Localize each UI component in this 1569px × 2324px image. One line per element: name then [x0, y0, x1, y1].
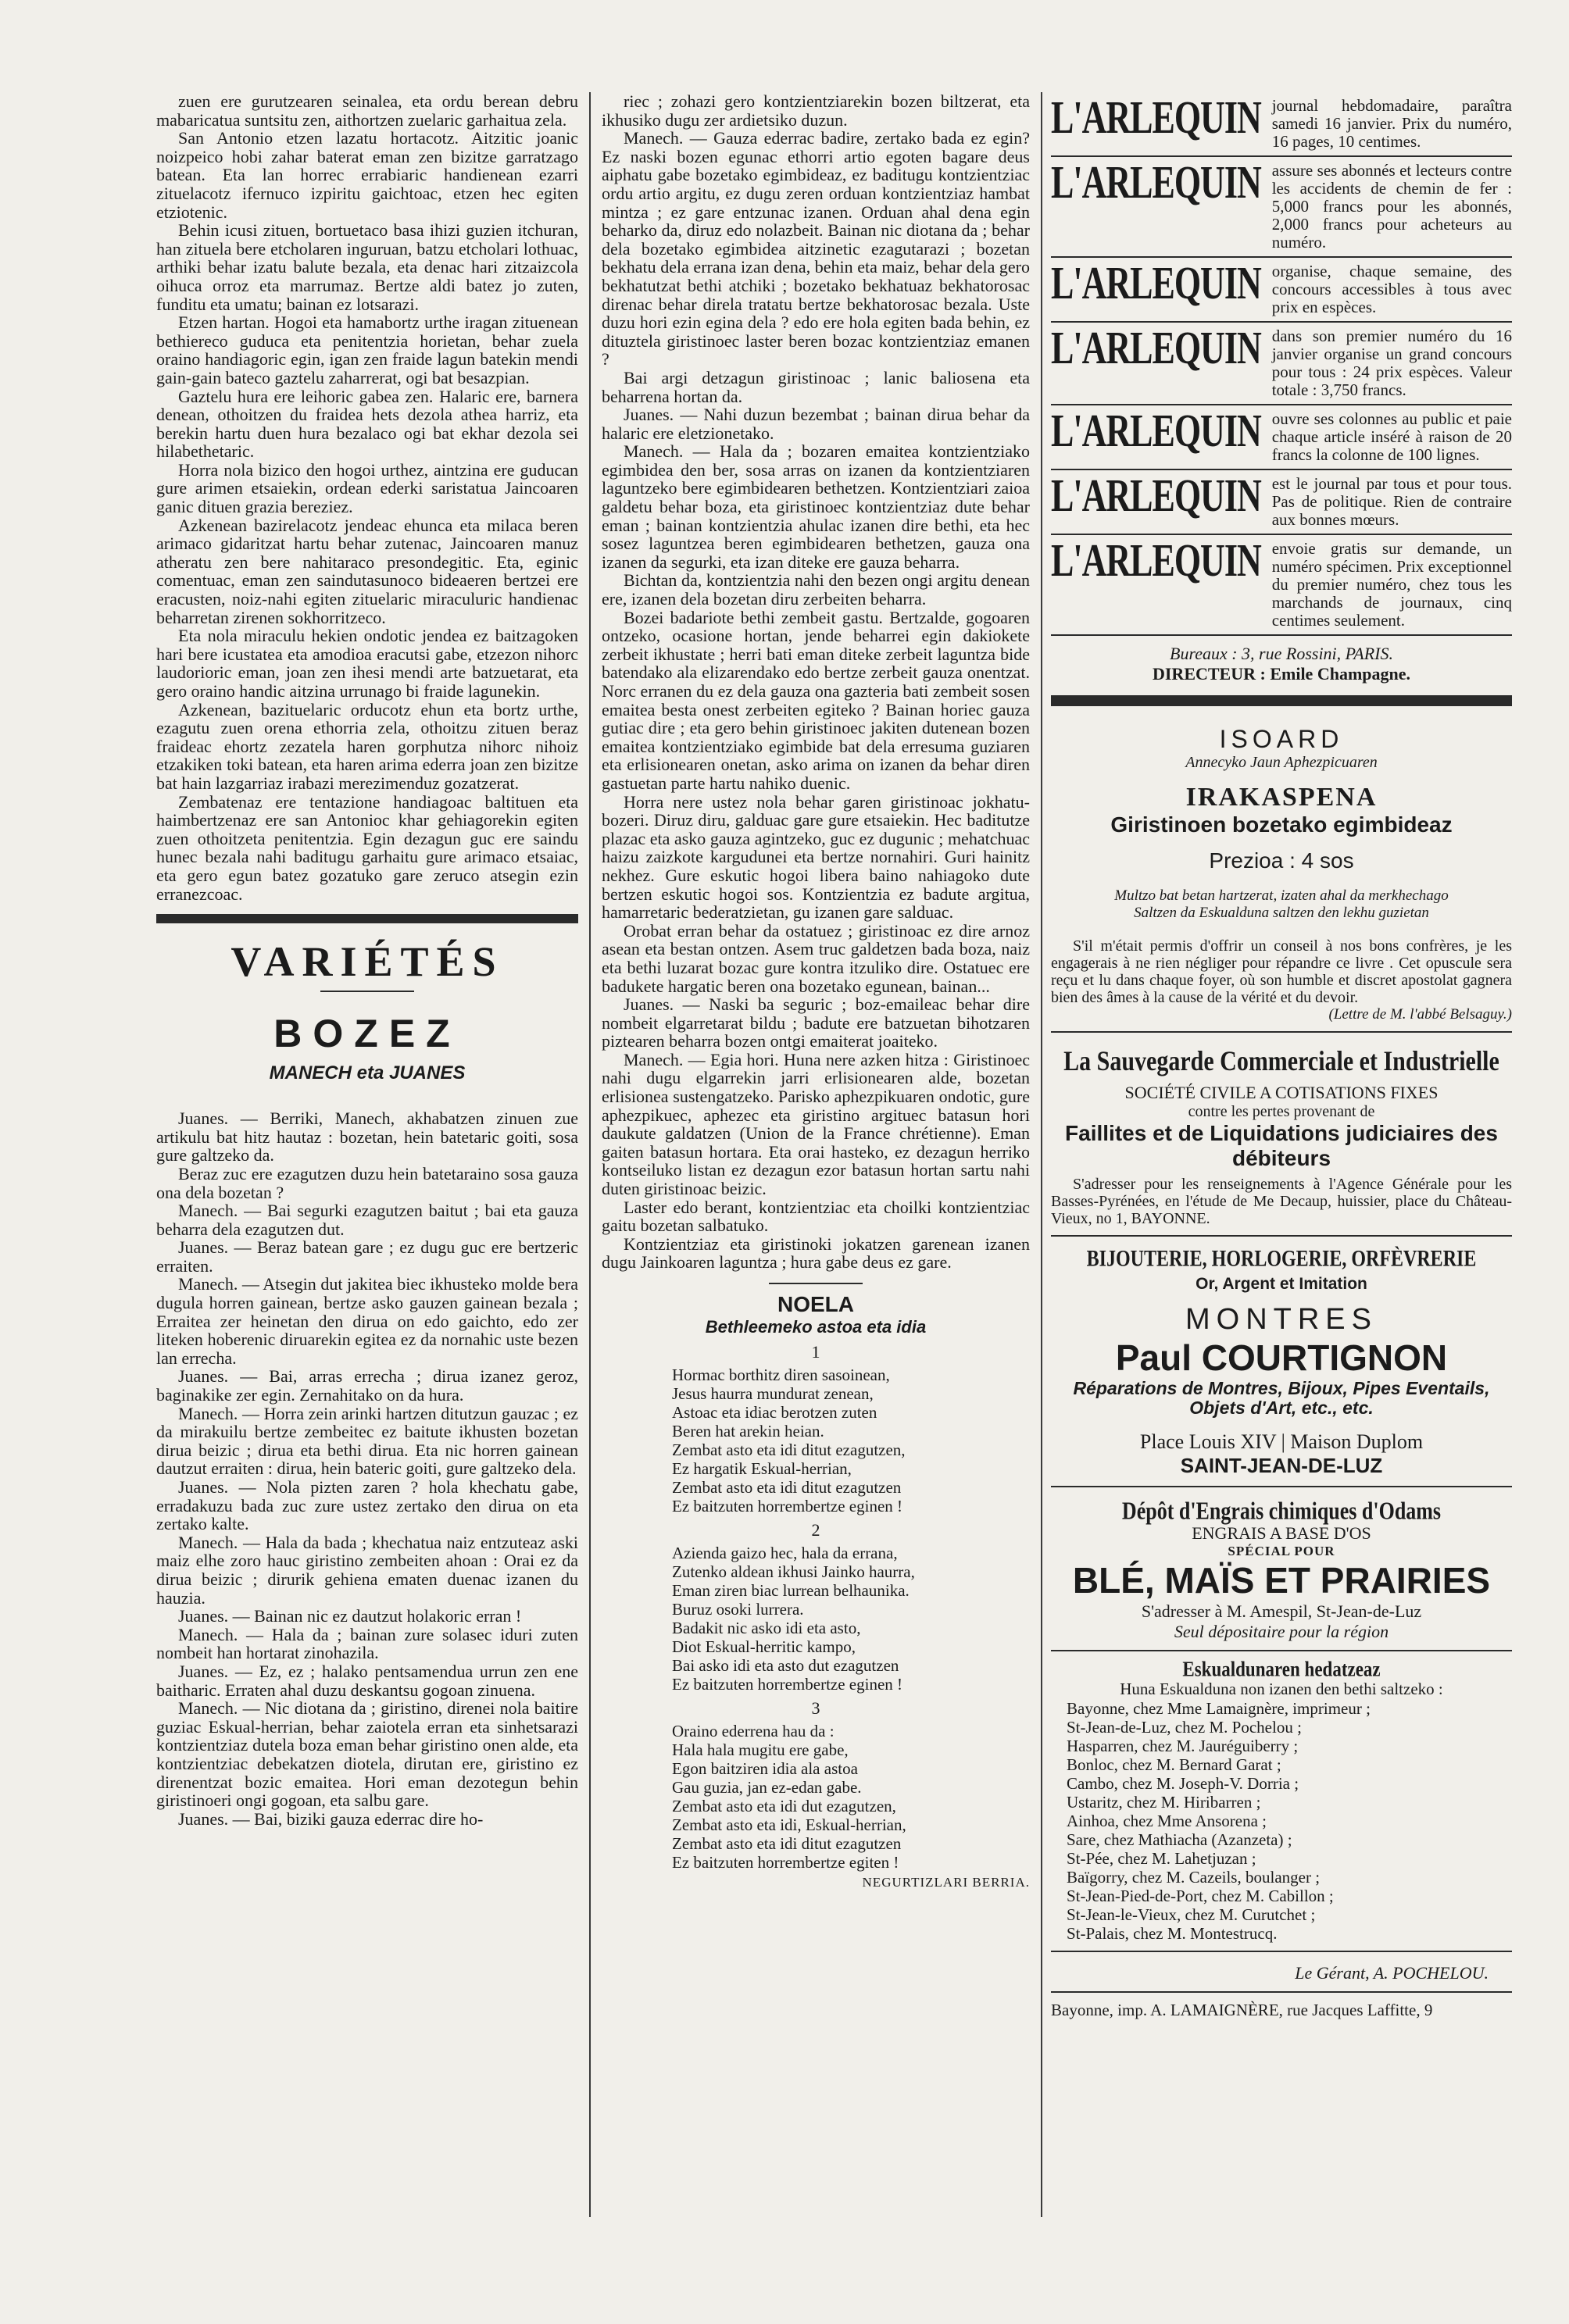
engrais-sub: ENGRAIS A BASE D'OS [1192, 1523, 1371, 1543]
vendor-item: Bayonne, chez Mme Lamaignère, imprimeur ; [1067, 1699, 1371, 1718]
gerant: Le Gérant, A. POCHELOU. [1051, 1952, 1512, 1993]
arlequin-logo: L'ARLEQUIN [1051, 534, 1261, 587]
section-divider [769, 1283, 863, 1284]
vendor-item: Hasparren, chez M. Jauréguiberry ; [1067, 1737, 1299, 1755]
imprimeur: Bayonne, imp. A. LAMAIGNÈRE, rue Jacques Laffitte, 9 [1051, 2001, 1433, 2019]
sauvegarde-sub: SOCIÉTÉ CIVILE A COTISATIONS FIXES [1124, 1083, 1439, 1102]
engrais-special: SPÉCIAL POUR [1228, 1544, 1335, 1558]
poem-line: Ez baitzuten horrembertze egiten ! [672, 1853, 899, 1872]
dialogue-paragraph: Juanes. — Berriki, Manech, akhabatzen zinuen zue artikulu bat hitz hautaz : bozetan, hein batetaric goiti, sosa gure galtzeko da. [156, 1108, 578, 1166]
arlequin-ad [1051, 470, 1512, 535]
engrais-addr: S'adresser à M. Amespil, St-Jean-de-Luz [1141, 1601, 1422, 1621]
dialogue-paragraph: Manech. — Nic diotana da ; giristino, direnei nola baitire guziac Eskual-herrian, behar zaiotela erran eta sinhetsarazi kontzientziaz dutela boza eman behar giristino onen alde, eta kontzientziac debekatzen diotela, dirutan ere, giristino ez direnentzat bozic emaitea. Hori eman dezotegun behin giristinoeri ongi gogoan, eta salbu gare. [156, 1698, 578, 1811]
vendor-item: St-Jean-de-Luz, chez M. Pochelou ; [1067, 1718, 1302, 1737]
poem-line: Badakit nic asko idi eta asto, [672, 1619, 861, 1637]
isoard-sub: Annecyko Jaun Aphezpicuaren [1185, 754, 1378, 771]
article-paragraph: Azkenean bazirelacotz jendeac ehunca eta milaca beren arimaco gidaritzat hartu behar zutenac, Jaincoaren manuz atheratu zen bere nahitaraco presondegitic. Eta, eginic comentuac, eman zen saindutasunoco bideaeren bertzei ere eracusten, noiz-nahi egiten zituelaric miraculuric handienac beharretan zirenen sokhorritzeco. [156, 515, 578, 627]
poem-line: Ez baitzuten horrembertze eginen ! [672, 1675, 903, 1694]
arlequin-ad-text: journal hebdomadaire, paraîtra samedi 16 janvier. Prix du numéro, 16 pages, 10 centimes. [1271, 96, 1512, 151]
isoard-price: Prezioa : 4 sos [1209, 848, 1354, 873]
vendor-item: St-Pée, chez M. Lahetjuzan ; [1067, 1849, 1256, 1868]
hedatzeaz-title: Eskualdunaren hedatzeaz [1182, 1657, 1381, 1681]
dialogue-paragraph: Juanes. — Beraz batean gare ; ez dugu guc ere bertzeric erraiten. [156, 1237, 578, 1276]
courtignon-addr: Place Louis XIV | Maison Duplom [1139, 1430, 1424, 1453]
arlequin-ad-text: assure ses abonnés et lecteurs contre les accidents de chemin de fer : 5,000 francs pour les abonnés, 2,000 francs pour acheteurs au numéro. [1271, 161, 1512, 252]
poem-line: Ez baitzuten horrembertze eginen ! [672, 1497, 903, 1515]
poem-line: Azienda gaizo hec, hala da errana, [672, 1544, 898, 1562]
vendor-item: Cambo, chez M. Joseph-V. Dorria ; [1067, 1774, 1299, 1793]
section-divider [1051, 695, 1512, 706]
dialogue-paragraph: Bichtan da, kontzientzia nahi den bezen ongi argitu denean ere, izanen dela bozetan diru zerbeiten beharra. [602, 570, 1030, 609]
poem-title: NOELA [777, 1292, 854, 1316]
hedatzeaz-intro: Huna Eskualduna non izanen den bethi saltzeko : [1120, 1680, 1443, 1698]
dialogue-paragraph: Juanes. — Naski ba seguric ; boz-emaileac behar dire nombeit elgarretarat bildu ; badute ere batzuetan bihotzaren piztearen beharra bozen ontgi emaiterat joaiteko. [602, 994, 1030, 1051]
vendor-item: St-Jean-Pied-de-Port, chez M. Cabillon ; [1067, 1887, 1334, 1905]
bozez-subtitle: MANECH eta JUANES [269, 1062, 466, 1084]
arlequin-ad [1051, 92, 1512, 157]
poem-line: Zembat asto eta idi ditut ezagutzen, [672, 1440, 906, 1459]
dialogue-paragraph: Laster edo berant, kontzientziac eta choilki kontzientziac gaitu bozetan salbatuko. [602, 1197, 1030, 1236]
courtignon-desc: Réparations de Montres, Bijoux, Pipes Eventails, Objets d'Art, etc., etc. [1073, 1378, 1490, 1418]
bozez-dialogue [156, 1109, 578, 1828]
column-3 [1051, 92, 1512, 2020]
vendor-item: Bonloc, chez M. Bernard Garat ; [1067, 1755, 1281, 1774]
poem-line: Jesus haurra mundurat zenean, [672, 1384, 874, 1403]
engrais-big: BLÉ, MAÏS ET PRAIRIES [1072, 1560, 1491, 1601]
dialogue-paragraph: Manech. — Hala da bada ; khechatua naiz entzuteaz aski maiz elhe zoro hauc giristino zembeiten ahoan : Orai ez da dirua beizic ; dirurik gehiena ematen duenac izanen du hauzia. [156, 1532, 578, 1608]
poem-line: Ez hargatik Eskual-herrian, [672, 1459, 852, 1478]
stanza-number: 1 [811, 1342, 820, 1362]
arlequin-logo: L'ARLEQUIN [1051, 469, 1261, 522]
dialogue-paragraph: Juanes. — Bai, arras errecha ; dirua izanez geroz, baginakike zer egin. Zernahitako on da hura. [156, 1366, 578, 1405]
poem-line: Zembat asto eta idi ditut ezagutzen [672, 1478, 902, 1497]
sauvegarde-text: S'adresser pour les renseignements à l'Agence Générale pour les Basses-Pyrénées, en l'étude de Me Decaup, huissier, place du Château-Vieux, no 1, BAYONNE. [1051, 1176, 1512, 1227]
vendor-item: Ustaritz, chez M. Hiribarren ; [1067, 1793, 1261, 1812]
arlequin-ad-text: envoie gratis sur demande, un numéro spécimen. Prix exceptionnel du premier numéro, chez tous les marchands de journaux, cinq centimes seulement. [1271, 539, 1512, 630]
bijouterie-title: BIJOUTERIE, HORLOGERIE, ORFÈVRERIE [1086, 1246, 1477, 1273]
bijouterie-ad [1051, 1237, 1512, 1487]
article-paragraph: Behin icusi zituen, bortuetaco basa ihizi guzien itchuran, han zituela bere etcholaren inguruan, batzu etcholari lothuac, arthiki behar izatu balute bezala, eta denac hari zitzaizcola oihuca orroz eta marrumaz. Bertze aldi batez jo zuten, funditu eta umatu; bainan ez lotsarazi. [156, 220, 578, 314]
article-paragraph: San Antonio etzen lazatu hortacotz. Aitzitic joanic noizpeico hobi zahar baterat eman zen bizitze garratzago batean. Eta lan horrec errabiaric handienean ezarri zituelacotz ifernuco izpiritu gaichtoac, etzen hec egiten etziotenic. [156, 128, 578, 222]
isoard-quote: S'il m'était permis d'offrir un conseil à nos bons confrères, je les engagerais à ne rien négliger pour répandre ce livre . Cet opuscule sera reçu et lu dans chaque foyer, où son humble et discret apostolat gagnera bien des âmes à la cause de la vérité et du devoir. [1051, 937, 1512, 1006]
column-1 [156, 92, 578, 1828]
column-2 [602, 92, 1030, 1890]
article-paragraph: Azkenean, bazituelaric orducotz ehun eta bortz urthe, ezagutu zuen orena ethorria zela, othoitzu zituen beraz fraideac ehortz zezatela haren gorphutza nihorc nihoiz etzakiken toki batean, eta haren arima ederra joan zen bizitze bat hain lazgarriaz irabazi merezimenduz gozatzerat. [156, 699, 578, 793]
poem-line: Zutenko aldean ikhusi Jainko haurra, [672, 1562, 915, 1581]
varietes-heading: VARIÉTÉS [231, 938, 504, 986]
poem-line: Oraino ederrena hau da : [672, 1722, 835, 1740]
dialogue-paragraph: Manech. — Hala da ; bainan zure solasec iduri zuten nombeit han hortarat zinohazila. [156, 1624, 578, 1663]
bozez-title: BOZEZ [273, 1012, 461, 1056]
article-paragraph: Gaztelu hura ere leihoric gabea zen. Halaric ere, barnera denean, othoitzen du fraidea hets dezola athea harriz, eta berekin hartu duen hura bezalaco ogi bat ekhar dezola sei hilabethetaric. [156, 386, 578, 462]
section-divider [156, 914, 578, 923]
bijouterie-sub: Or, Argent et Imitation [1196, 1275, 1367, 1293]
poem-line: Beren hat arekin heian. [672, 1422, 824, 1440]
engrais-ad [1051, 1487, 1512, 1651]
vendor-item: St-Palais, chez M. Montestrucq. [1067, 1924, 1278, 1943]
poem [602, 1342, 1030, 1872]
bureaux-address: Bureaux : 3, rue Rossini, PARIS. [1170, 644, 1393, 663]
isoard-note2: Saltzen da Eskualduna saltzen den lekhu guzietan [1134, 905, 1429, 921]
isoard-quote-src: (Lettre de M. l'abbé Belsaguy.) [1328, 1006, 1512, 1023]
poem-line: Hala hala mugitu ere gabe, [672, 1740, 849, 1759]
dialogue-paragraph: Manech. — Atsegin dut jakitea biec ikhusteko molde bera dugula horren gainean, bertze asko gauzen gainean bezala ; Erraitea zer heinetan den dirua on edo gaichto, edo zer liteken hoberenic diruarekin egitea ez da nornahic uste bezen lan errecha. [156, 1274, 578, 1368]
isoard-subtitle: Giristinoen bozetako egimbideaz [1110, 812, 1453, 837]
poem-line: Egon baitziren idia ala astoa [672, 1759, 858, 1778]
arlequin-ad-text: est le journal par tous et pour tous. Pas de politique. Rien de contraire aux bonnes mœurs. [1271, 474, 1512, 529]
dialogue-paragraph: Manech. — Egia hori. Huna nere azken hitza : Giristinoec nahi dugu elgarrekin jarri erlisionearen alde, bozetan erlisionea sustengatzeko. Parisko aphezpikuaren ondotic, gure aphezpikuec, aphezec eta giristino argituec batasun hori daukute galdatzen (Union de la France chrétienne). Eman gaiten batasun hortara. Eta orai hasteko, ez dezagun herriko kontseiluko listan ez dezagun ezor batasun hortan sartu nahi duten giristinoac beizic. [602, 1049, 1030, 1199]
poem-line: Buruz osoki lurrera. [672, 1600, 804, 1619]
isoard-title: IRAKASPENA [1185, 783, 1378, 812]
dialogue-paragraph: Bai argi detzagun giristinoac ; lanic baliosena eta beharrena hortan da. [602, 367, 1030, 406]
arlequin-ads [1051, 92, 1512, 636]
arlequin-ad [1051, 258, 1512, 323]
dialogue-paragraph: Juanes. — Ez, ez ; halako pentsamendua urrun zen ene baitharic. Erraten ahal duzu deskantsu gogoan zinuena. [156, 1661, 578, 1700]
vendor-item: Sare, chez Mathiacha (Azanzeta) ; [1067, 1830, 1292, 1849]
dialogue-continued [602, 92, 1030, 1272]
article-paragraph: Zembatenaz ere tentazione handiagoac baltituen eta haimbertzenaz ere san Antonioc khar gehiagorekin egiten zuen othoitzeta penitentzia. Egin dezagun guc ere saindu hunec bezala nahi baditugu garhaitu gure arimaco etsaiac, eta gero egun batez gozatuko gare zeruco atsegin ezin erranezcoac. [156, 791, 578, 904]
article-paragraph: zuen ere gurutzearen seinalea, eta ordu berean debru mabaricatua suntsitu zen, aithortzen zuelaric garhaitua zela. [156, 92, 578, 130]
poem-signature: NEGURTIZLARI BERRIA. [862, 1875, 1030, 1890]
arlequin-logo: L'ARLEQUIN [1051, 405, 1261, 457]
sauvegarde-ad [1051, 1033, 1512, 1237]
vendor-item: Baïgorry, chez M. Cazeils, boulanger ; [1067, 1868, 1321, 1887]
stanza-number: 3 [811, 1698, 820, 1718]
vendors-list [1051, 1699, 1512, 1943]
isoard-name: ISOARD [1219, 725, 1344, 753]
poem-line: Zembat asto eta idi dut ezagutzen, [672, 1797, 896, 1815]
dialogue-paragraph: Manech. — Gauza ederrac badire, zertako bada ez egin? Ez naski bozen egunac ethorri artio egoten bagare deus aiphatu gabe bozetako egimbideaz, ez baditugu kontzientziac ordu artio argitu, ez dugu zeren orduan kontzientziaz hambat mintza ; ez gare entzunac izanen. Orduan ahal dena egin beharko da, diruz edo nolazbeit. Bainan nic diotana da ; behar dela bozetako egimbidea aitzinetic ezagutarazi ; bozetan bekhatu dela errana izan dena, behin eta maiz, behar dela gero bekhatutzat bethi atchiki ; bozetako bekhatuaz bekhatorosac direnac behar direla tratatu bertze bekhatorosac bezala. Uste duzu hori ezin egina dela ? edo ere hola egiten bada behin, ez dituztela giristinoec laster beren bozac kontzientziaz emanen ? [602, 128, 1030, 369]
dialogue-paragraph: Manech. — Hala da ; bozaren emaitea kontzientziako egimbidea den ber, sosa arras on izanen da kontzientziaren laguntzeko bere egimbidearen bethetzen. Kontzientziari zaioa galdetu behar boza, eta giristinoec kontzientziaz dute behar eman ; bainan kontzientzia ahulac izanen dire bethi, eta hec sosez laguntzea beren egimbidearen bethetzen, gauza ona izanen da segurki, eta izan diteke ere gauza beharra. [602, 441, 1030, 572]
saint-antoine-article [156, 92, 578, 903]
stanza-number: 2 [811, 1520, 820, 1540]
dialogue-paragraph: Juanes. — Bainan nic ez dautzut holakoric erran ! [178, 1606, 522, 1626]
column-rule-1 [589, 92, 591, 2217]
directeur: DIRECTEUR : Emile Champagne. [1152, 664, 1411, 684]
sauvegarde-contre: contre les pertes provenant de [1188, 1103, 1375, 1120]
dialogue-paragraph: Kontzientziaz eta giristinoki jokatzen garenean izanen dugu Jainkoaren laguntza ; hura gabe deus ez gare. [602, 1233, 1030, 1273]
poem-line: Diot Eskual-herritic kampo, [672, 1637, 856, 1656]
sauvegarde-title: La Sauvegarde Commerciale et Industrielle [1063, 1045, 1499, 1077]
poem-line: Zembat asto eta idi ditut ezagutzen [672, 1834, 902, 1853]
vendor-item: St-Jean-le-Vieux, chez M. Curutchet ; [1067, 1905, 1316, 1924]
arlequin-logo: L'ARLEQUIN [1051, 257, 1261, 309]
hedatzeaz-block [1051, 1651, 1512, 1952]
dialogue-paragraph: Orobat erran behar da ostatuez ; giristinoac ez dire arnoz asean eta bestan ontzen. Asem truc galdetzen bada boza, naiz eta bethi luzarat bozac gure kontra itzuliko dire. Ostatuec ere badukete hargatic beren ona bozetako egunean, bainan... [602, 920, 1030, 996]
column-rule-2 [1041, 92, 1042, 2217]
dialogue-paragraph: Juanes. — Nahi duzun bezembat ; bainan dirua behar da halaric ere eletzionetako. [602, 405, 1030, 443]
arlequin-ad [1051, 323, 1512, 405]
arlequin-logo: L'ARLEQUIN [1051, 92, 1261, 144]
arlequin-logo: L'ARLEQUIN [1051, 156, 1261, 209]
courtignon-name: Paul COURTIGNON [1115, 1337, 1448, 1378]
dialogue-paragraph: Horra nere ustez nola behar garen giristinoac jokhatu-bozeri. Diruz diru, galduac gare gure etsaiekin. Hec baditutze plazac eta asko gauza agintzeko, guc ez dugunic ; mehatchuac haizu zaizkote kargudunei eta bertze nornahiri. Guri hainitz nekhez. Gure eskutic hogoi libera baino nahiagoko dute bertzen eskutic hogoi sos. Kontzientzia ez badute argitua, hamarretaric bederatzietan, gu izanen gare salduac. [602, 791, 1030, 923]
heading-rule [320, 991, 414, 992]
dialogue-paragraph: Beraz zuc ere ezagutzen duzu hein batetaraino sosa gauza ona dela bozetan ? [156, 1163, 578, 1202]
poem-line: Hormac borthitz diren sasoinean, [672, 1365, 890, 1384]
dialogue-paragraph: Juanes. — Nola pizten zaren ? hola khechatu gabe, erradakuzu bada zuc zure ustez zertako den dirua on eta zertako kalte. [156, 1477, 578, 1534]
isoard-note1: Multzo bat betan hartzerat, izaten ahal da merkhechago [1114, 887, 1449, 904]
poem-line: Zembat asto eta idi, Eskual-herrian, [672, 1815, 906, 1834]
arlequin-ad-text: ouvre ses colonnes au public et paie chaque article inséré à raison de 20 francs la colonne de 100 lignes. [1271, 409, 1512, 464]
engrais-seul: Seul dépositaire pour la région [1174, 1622, 1389, 1641]
dialogue-paragraph: riec ; zohazi gero kontzientziarekin bozen biltzerat, eta ikhusiko dugu zer ardietsiko duzun. [602, 92, 1030, 130]
dialogue-paragraph: Manech. — Bai segurki ezagutzen baitut ; bai eta gauza beharra dela ezagutzen dut. [156, 1201, 578, 1239]
dialogue-paragraph: Manech. — Horra zein arinki hartzen ditutzun gauzac ; ez da mirakuilu bertze zembeitec ez baitute ikhusten bozetan dirua beizic ; dirua eta bethi dirua. Eta nic horren gainean dautzut erraiten : dirua, hein bateric goiti, gure galtzeko dela. [156, 1403, 578, 1479]
arlequin-ad [1051, 405, 1512, 470]
arlequin-ad-text: dans son premier numéro du 16 janvier organise un grand concours pour tous : 24 prix espèces. Valeur totale : 3,750 francs. [1271, 327, 1512, 399]
article-paragraph: Horra nola bizico den hogoi urthez, aintzina ere guducan gure arimen etsaiekin, ordean ederki saristatua Jaincoaren ganic dituen grazia bereziez. [156, 459, 578, 517]
poem-line: Eman ziren biac lurrean belhaunika. [672, 1581, 910, 1600]
vendor-item: Ainhoa, chez Mme Ansorena ; [1067, 1812, 1267, 1830]
poem-line: Gau guzia, jan ez-edan gabe. [672, 1778, 862, 1797]
isoard-ad [1051, 717, 1512, 1033]
arlequin-ad-text: organise, chaque semaine, des concours accessibles à tous avec prix en espèces. [1271, 262, 1512, 316]
courtignon-city: SAINT-JEAN-DE-LUZ [1180, 1454, 1383, 1477]
dialogue-paragraph: Bozei badariote bethi zembeit gastu. Bertzalde, gogoaren ontzeko, ocasione hortan, jende beharrei egin dakiokete zerbeit ikhustate ; herri bati eman diteke zerbeit laguntza bide batendako ala elizarendako edo bertze zerbeit gauza onentzat. Norc erranen du ez dela gauza ona gazteria bati zembeit sosen emaitea besta onest zerbeiten egiteko ? Bainan horiec gauza gutiac dire ; eta gero behin giristinoec jakiten dutenean bozen emaitea kontzientziako egimbide bat dela erresuma guziaren eta erlisionearen onetan, asko arima on izanen da behar diren gastuetan parte hartu nahiko duenic. [602, 607, 1030, 793]
montres: MONTRES [1185, 1303, 1378, 1336]
poem-line: Bai asko idi eta asto dut ezagutzen [672, 1656, 899, 1675]
poem-subtitle: Bethleemeko astoa eta idia [705, 1317, 927, 1337]
dialogue-paragraph: Juanes. — Bai, biziki gauza ederrac dire ho- [178, 1808, 484, 1829]
arlequin-ad [1051, 157, 1512, 258]
sauvegarde-big: Faillites et de Liquidations judiciaires des débiteurs [1065, 1121, 1498, 1170]
article-paragraph: Etzen hartan. Hogoi eta hamabortz urthe iragan zituenean bethiereco guduca eta penitentzia horietan, behar zuela oraino handiagoric egin, igan zen fraide lagun batekin mendi gain-gain bateco gaztelu zaharrerat, ogi bat besazpian. [156, 312, 578, 387]
article-paragraph: Eta nola miraculu hekien ondotic jendea ez baitzagoken hari bere icustatea eta amodioa eracutsi gabe, etzezon nihorc laudorioric eman, joan zen ihesi mendi arte batzuetarat, eta gero oraino handic aitzina urrunago bi fraide lagunekin. [156, 626, 578, 701]
poem-line: Astoac eta idiac berotzen zuten [672, 1403, 877, 1422]
arlequin-logo: L'ARLEQUIN [1051, 322, 1261, 374]
arlequin-ad [1051, 535, 1512, 636]
engrais-title: Dépôt d'Engrais chimiques d'Odams [1121, 1498, 1442, 1525]
